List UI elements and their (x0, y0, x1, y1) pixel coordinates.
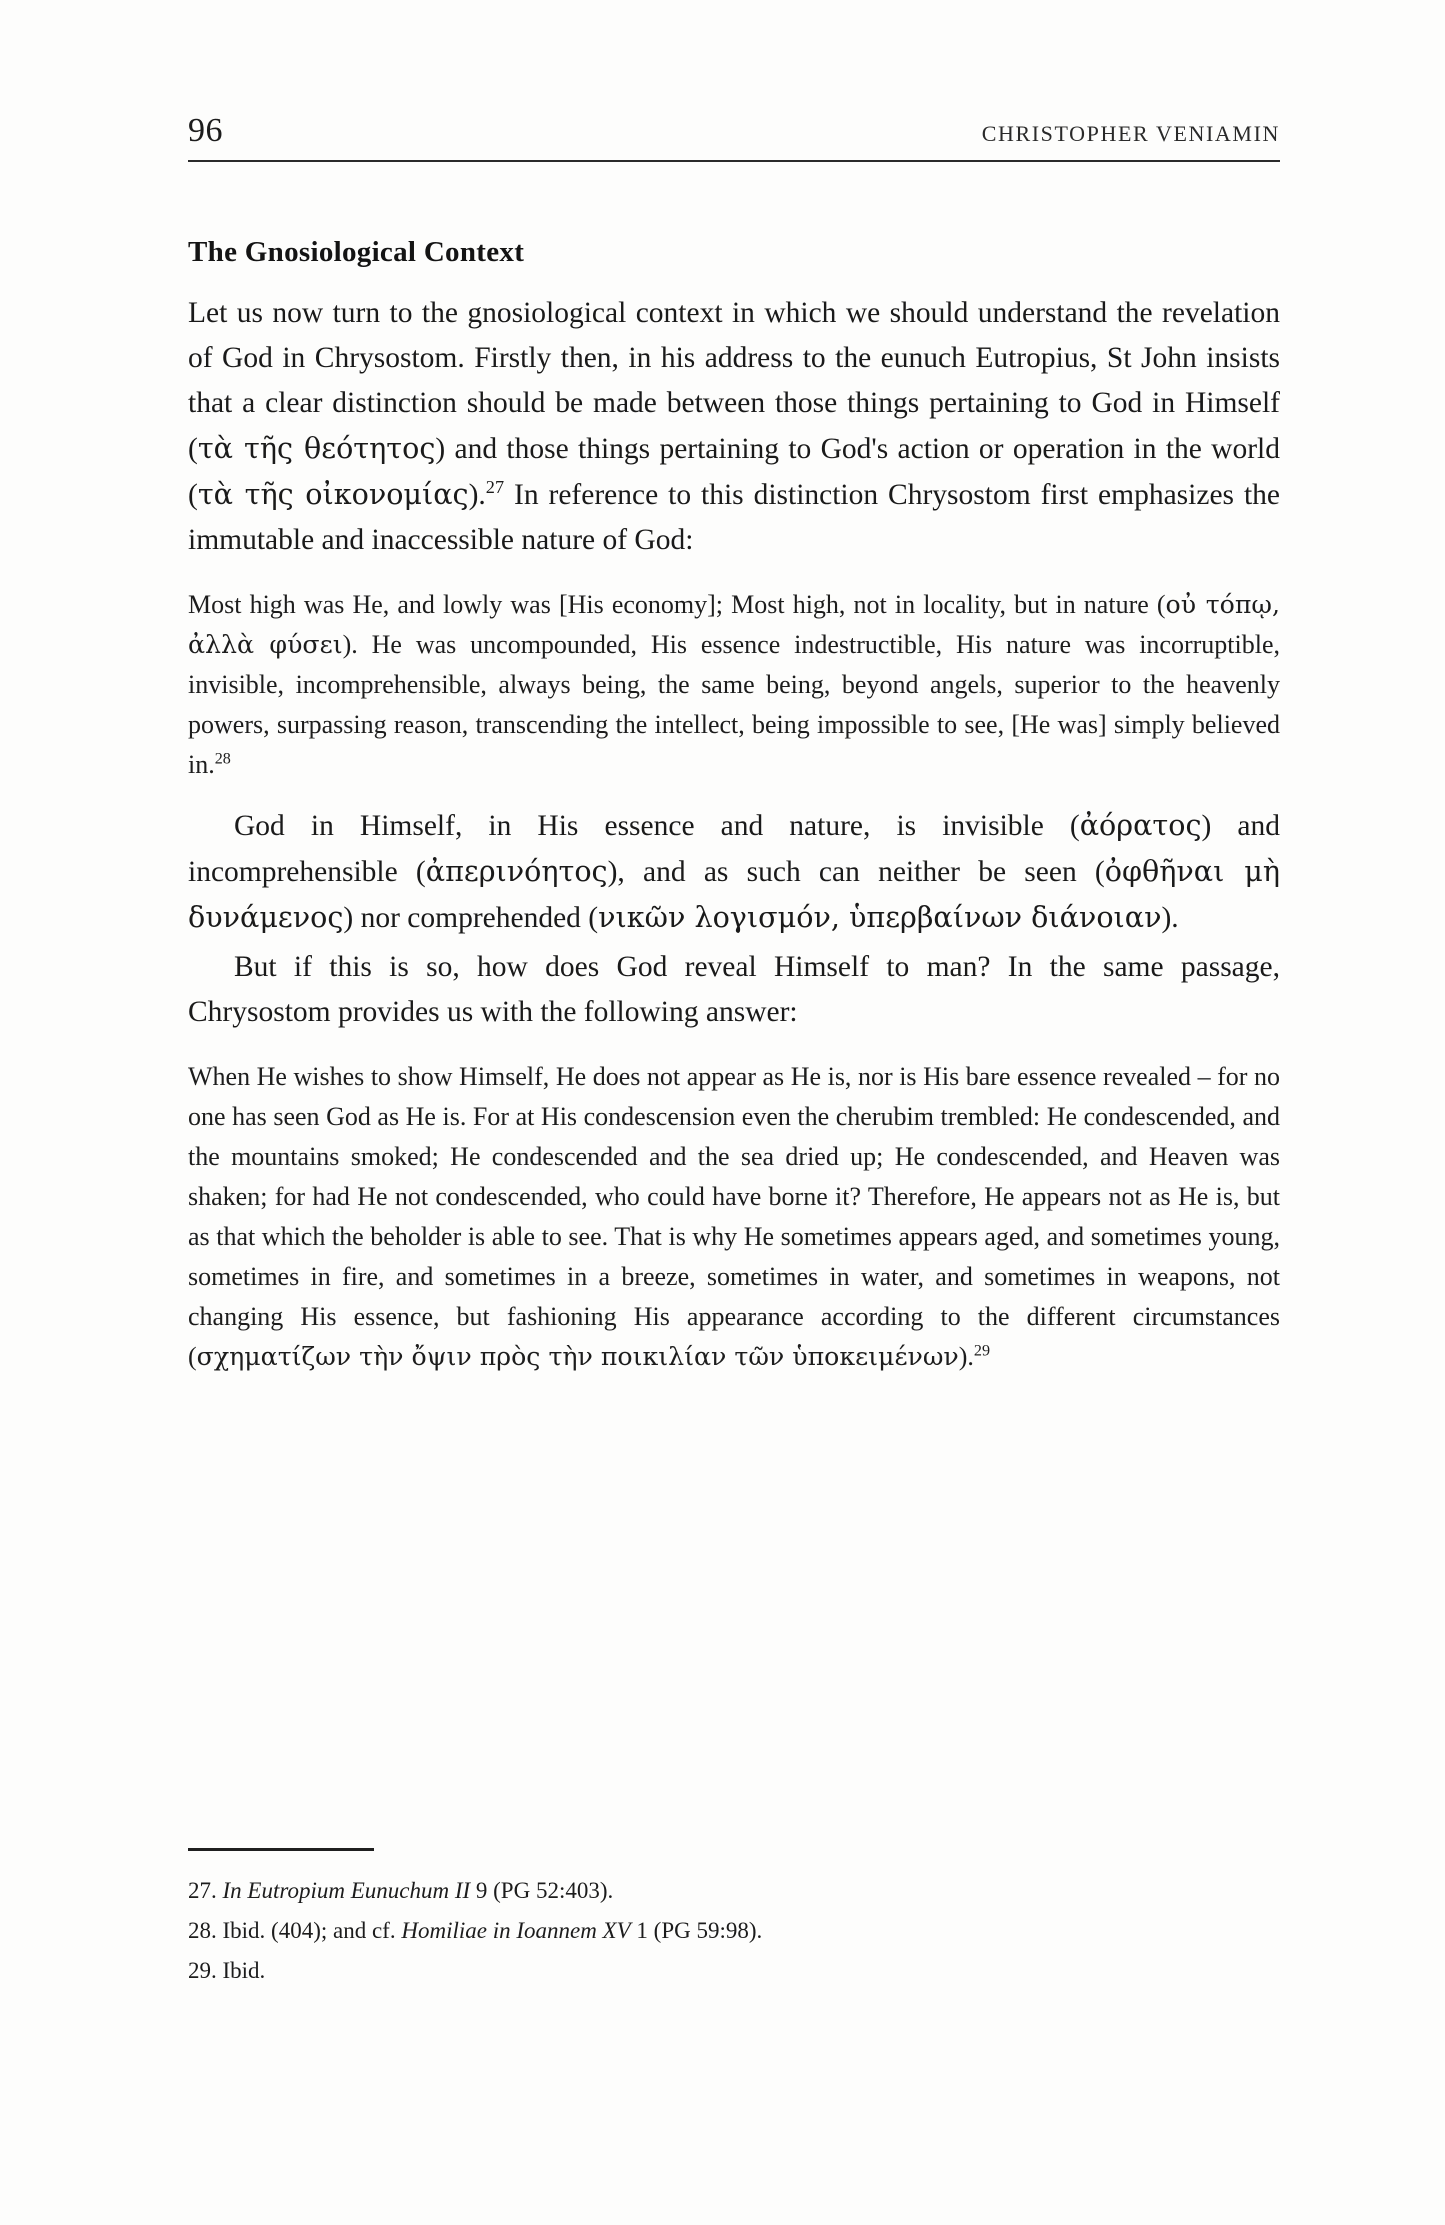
greek-phrase-schematizon: σχηματίζων τὴν ὄψιν πρὸς τὴν ποικιλίαν τῶν ὑποκειμένων (196, 1342, 959, 1371)
paragraph-gnosiological-context (188, 291, 1280, 563)
page-number: 96 (188, 112, 223, 149)
text-fragment: In reference to this distinction Chrysostom first emphasizes the immutable and inaccessible nature of God: (188, 479, 1280, 556)
footnote-number: 28. (188, 1918, 217, 1943)
text-fragment: ) and incomprehensible ( (188, 810, 1280, 888)
footnote-27 (188, 1873, 1280, 1909)
text-fragment: ). (1161, 902, 1179, 934)
text-fragment: ). (468, 479, 486, 511)
text-fragment: ), and as such can neither be seen ( (607, 856, 1105, 888)
running-head-title: CHRISTOPHER VENIAMIN (981, 121, 1280, 146)
footnote-marker-28[interactable]: 28 (214, 750, 231, 768)
text-fragment: ) nor comprehended ( (343, 902, 599, 934)
greek-phrase-theotetos: τὰ τῆς θεότητος (197, 431, 436, 465)
greek-phrase-ou-topo: οὐ τόπῳ, ἀλλὰ φύσει (188, 590, 1280, 659)
footnote-text: 9 (PG 52:403). (470, 1878, 614, 1903)
greek-phrase-ophthenai: ὀφθῆναι μὴ δυνάμενος (188, 854, 1280, 934)
footnote-title: Homiliae in Ioannem XV (401, 1918, 631, 1943)
greek-phrase-oikonomias: τὰ τῆς οἰκονομίας (197, 477, 469, 511)
page-content (188, 112, 1280, 1395)
footnote-text: Ibid. (404); and cf. (216, 1918, 402, 1943)
greek-phrase-nikon-logismon: νικῶν λογισμόν, ὑπερβαίνων διάνοιαν (598, 900, 1162, 934)
footnote-text: 1 (PG 59:98). (630, 1918, 763, 1943)
footnote-marker-27[interactable]: 27 (485, 477, 505, 498)
footnote-marker-29[interactable]: 29 (973, 1342, 991, 1360)
paragraph-god-in-himself (188, 803, 1280, 941)
text-fragment: Most high was He, and lowly was [His economy]; Most high, not in locality, but in nature ( (188, 590, 1166, 619)
text-fragment: ) and those things pertaining to God's action or operation in the world ( (188, 433, 1280, 511)
text-fragment: ). He was uncompounded, His essence indestructible, His nature was incorruptible, invisible, incomprehensible, always being, the same being, beyond angels, superior to the heavenly powers, surpassing reason, transcending the intellect, being impossible to see, [He was] simply believed in. (188, 630, 1280, 779)
footnote-28 (188, 1913, 1280, 1949)
footnote-text: Ibid. (216, 1958, 266, 1983)
footnote-number: 29. (188, 1958, 217, 1983)
paragraph-but-if-this-is-so: But if this is so, how does God reveal Himself to man? In the same passage, Chrysostom provides us with the following answer: (188, 951, 1280, 1028)
text-fragment: God in Himself, in His essence and nature, is invisible ( (234, 810, 1080, 842)
footnote-title: In Eutropium Eunuchum II (222, 1878, 471, 1903)
footnote-29 (188, 1953, 1280, 1989)
footnote-separator-rule (188, 1848, 374, 1851)
text-fragment: ). (958, 1342, 974, 1371)
text-fragment: Let us now turn to the gnosiological context in which we should understand the revelation of God in Chrysostom. Firstly then, in his address to the eunuch Eutropius, St John insists that a clear distinction should be made between those things pertaining to God in Himself ( (188, 297, 1280, 465)
running-head (188, 112, 1280, 162)
greek-phrase-aperinoetos: ἀπερινόητος (425, 854, 608, 888)
blockquote-most-high (188, 585, 1280, 785)
footnote-number: 27. (188, 1878, 217, 1903)
text-fragment: When He wishes to show Himself, He does not appear as He is, nor is His bare essence revealed – for no one has seen God as He is. For at His condescension even the cherubim trembled: He condescended, and the mountains smoked; He condescended and the sea dried up; He condescended, and Heaven was shaken; for had He not condescended, who could have borne it? Therefore, He appears not as He is, but as that which the beholder is able to see. That is why He sometimes appears aged, and sometimes young, sometimes in fire, and sometimes in a breeze, sometimes in water, and sometimes in weapons, not changing His essence, but fashioning His appearance according to the different circumstances ( (188, 1062, 1280, 1371)
blockquote-when-he-wishes (188, 1057, 1280, 1377)
section-heading: The Gnosiological Context (188, 236, 525, 268)
greek-phrase-aoratos: ἀόρατος (1079, 808, 1202, 842)
footnote-area (188, 1848, 1280, 1993)
